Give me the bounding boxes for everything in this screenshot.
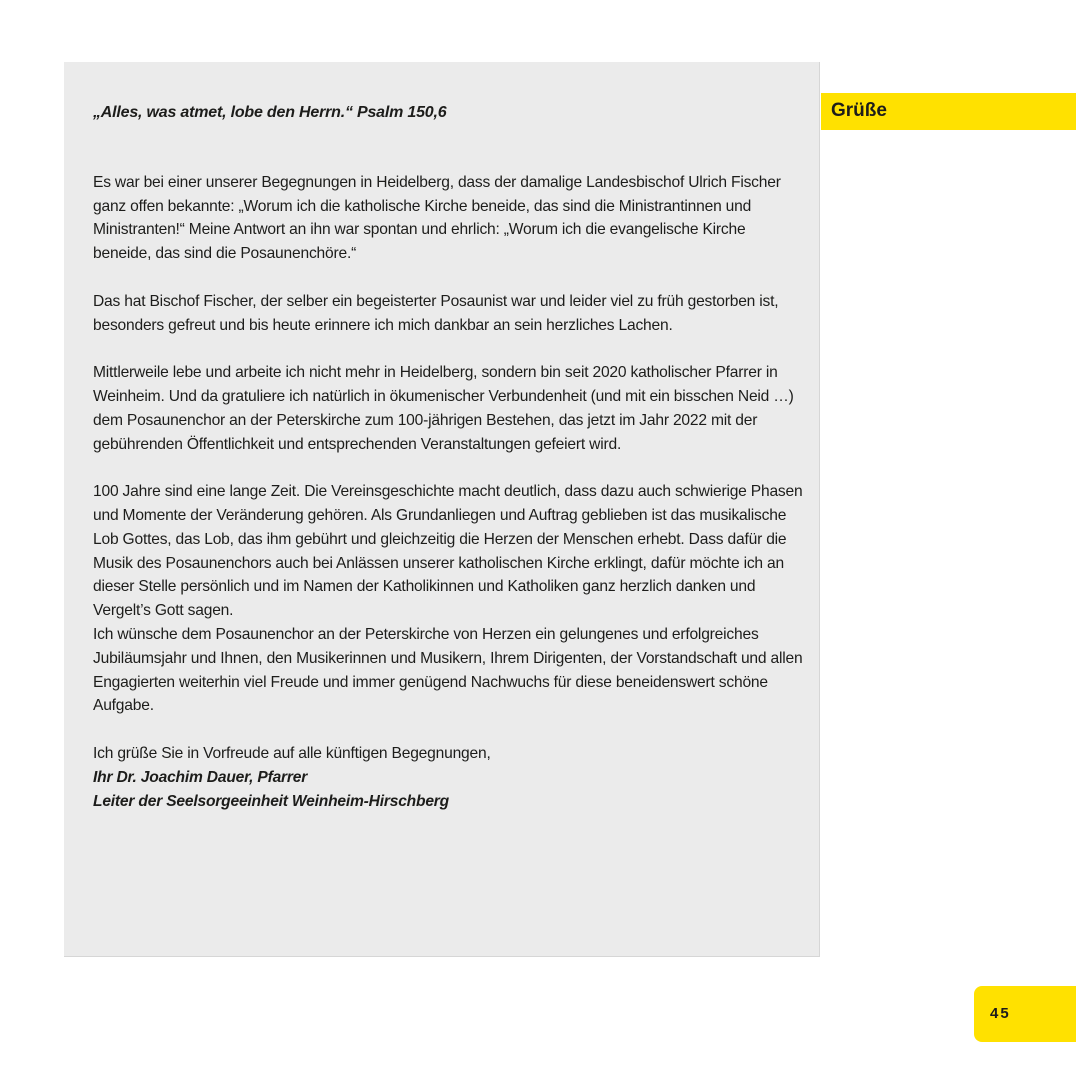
signature-title: Leiter der Seelsorgeeinheit Weinheim-Hirschberg xyxy=(93,792,450,810)
signature-name: Ihr Dr. Joachim Dauer, Pfarrer xyxy=(93,768,308,786)
paragraph-1: Es war bei einer unserer Begegnungen in Heidelberg, dass der damalige Landesbischof Ulrich Fischer ganz offen bekannte: „Worum ich die katholische Kirche beneide, das sind die Ministrantinnen und Ministranten!“ Meine Antwort an ihn war spontan und ehrlich: „Worum ich die evangelische Kirche beneide, das sind die Posaunenchöre.“ xyxy=(93,173,781,263)
page-number-tab xyxy=(974,986,1076,1042)
closing-block xyxy=(93,742,805,813)
closing-greeting: Ich grüße Sie in Vorfreude auf alle künftigen Begegnungen, xyxy=(93,744,491,762)
section-header-tab xyxy=(821,93,1076,130)
text-panel xyxy=(64,62,820,957)
paragraph-2: Das hat Bischof Fischer, der selber ein begeisterter Posaunist war und leider viel zu früh gestorben ist, besonders gefreut und bis heute erinnere ich mich dankbar an sein herzliches Lachen. xyxy=(93,292,779,334)
paragraph-3: Mittlerweile lebe und arbeite ich nicht mehr in Heidelberg, sondern bin seit 2020 katholischer Pfarrer in Weinheim. Und da gratuliere ich natürlich in ökumenischer Verbundenheit (und mit ein bisschen Neid …) dem Posaunenchor an der Peterskirche zum 100-jährigen Bestehen, das jetzt im Jahr 2022 mit der gebührenden Öffentlichkeit und entsprechenden Veranstaltungen gefeiert wird. xyxy=(93,364,794,453)
section-title: Grüße xyxy=(831,100,887,121)
letter-body xyxy=(93,101,805,813)
paragraph-4: 100 Jahre sind eine lange Zeit. Die Vereinsgeschichte macht deutlich, dass dazu auch schwierige Phasen und Momente der Veränderung gehören. Als Grundanliegen und Auftrag geblieben ist das musikalische Lob Gottes, das Lob, das ihm gebührt und gleichzeitig die Herzen der Menschen erhebt. Dass dafür die Musik des Posaunenchors auch bei Anlässen unserer katholischen Kirche erklingt, dafür möchte ich an dieser Stelle persönlich und im Namen der Katholikinnen und Katholiken ganz herzlich danken und Vergelt’s Gott sagen. xyxy=(93,483,803,620)
paragraph-5: Ich wünsche dem Posaunenchor an der Peterskirche von Herzen ein gelungenes und erfolgreiches Jubiläumsjahr und Ihnen, den Musikerinnen und Musikern, Ihrem Dirigenten, der Vorstandschaft und allen Engagierten weiterhin viel Freude und immer genügend Nachwuchs für diese beneidenswert schöne Aufgabe. xyxy=(93,625,803,715)
psalm-quote: „Alles, was atmet, lobe den Herrn.“ Psalm 150,6 xyxy=(93,104,447,121)
page-number: 45 xyxy=(990,1005,1011,1022)
